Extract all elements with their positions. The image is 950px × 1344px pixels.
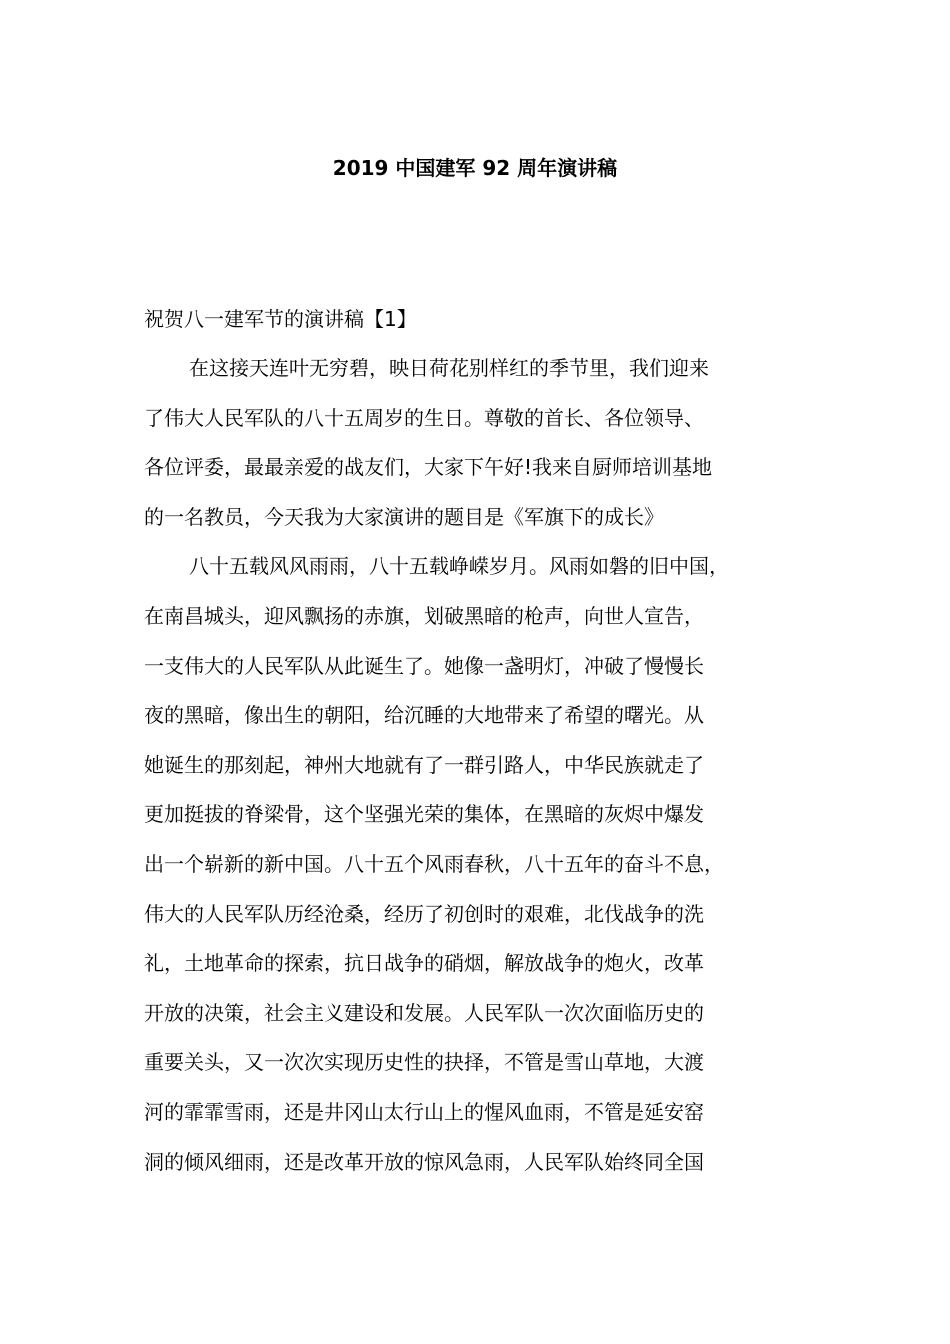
paragraph-line: 夜的黑暗，像出生的朝阳，给沉睡的大地带来了希望的曙光。从 xyxy=(144,703,704,728)
body-text xyxy=(144,353,804,1196)
paragraph-line: 的一名教员，今天我为大家演讲的题目是《军旗下的成长》 xyxy=(144,504,664,529)
paragraph-line: 了伟大人民军队的八十五周岁的生日。尊敬的首长、各位领导、 xyxy=(144,405,704,430)
paragraph-line: 开放的决策，社会主义建设和发展。人民军队一次次面临历史的 xyxy=(144,1000,704,1025)
paragraph-line: 她诞生的那刻起，神州大地就有了一群引路人，中华民族就走了 xyxy=(144,752,704,777)
paragraph-line: 在这接天连叶无穷碧，映日荷花别样红的季节里，我们迎来 xyxy=(189,356,709,380)
paragraph-line: 一支伟大的人民军队从此诞生了。她像一盏明灯，冲破了慢慢长 xyxy=(144,653,704,678)
paragraph-line: 洞的倾风细雨，还是改革开放的惊风急雨，人民军队始终同全国 xyxy=(144,1149,704,1174)
paragraph-line: 各位评委，最最亲爱的战友们，大家下午好!我来自厨师培训基地 xyxy=(144,455,713,480)
paragraph-line: 礼，土地革命的探索，抗日战争的硝烟，解放战争的炮火，改革 xyxy=(144,951,704,976)
section-heading: 祝贺八一建军节的演讲稿【1】 xyxy=(144,307,417,331)
paragraph-line: 伟大的人民军队历经沧桑，经历了初创时的艰难，北伐战争的洗 xyxy=(144,901,704,926)
document-title: 2019 中国建军 92 周年演讲稿 xyxy=(332,156,618,180)
paragraph-line: 八十五载风风雨雨，八十五载峥嵘岁月。风雨如磐的旧中国， xyxy=(189,554,729,579)
paragraph-line: 河的霏霏雪雨，还是井冈山太行山上的惺风血雨，不管是延安窑 xyxy=(144,1099,704,1124)
paragraph-line: 出一个崭新的新中国。八十五个风雨春秋，八十五年的奋斗不息， xyxy=(144,851,724,876)
paragraph-line: 重要关头，又一次次实现历史性的抉择，不管是雪山草地，大渡 xyxy=(144,1050,704,1075)
paragraph-line: 在南昌城头，迎风飘扬的赤旗，划破黑暗的枪声，向世人宣告， xyxy=(144,603,704,628)
paragraph-line: 更加挺拔的脊梁骨，这个坚强光荣的集体，在黑暗的灰烬中爆发 xyxy=(144,802,704,827)
